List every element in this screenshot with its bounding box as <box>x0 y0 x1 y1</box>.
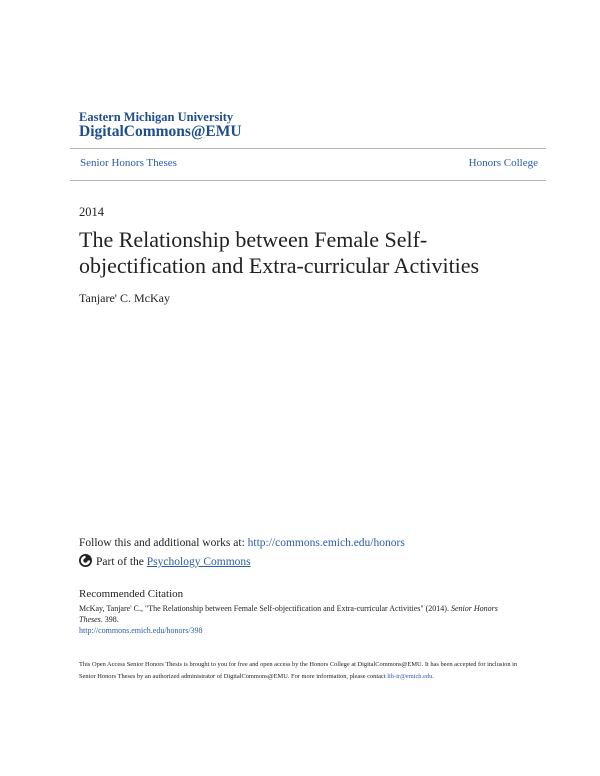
psychology-commons-link[interactable]: Psychology Commons <box>146 556 251 568</box>
part-of-label: Part of the <box>96 556 144 568</box>
university-name: Eastern Michigan University <box>79 110 234 124</box>
notice-text: This Open Access Senior Honors Thesis is brought to you for free and open access by the Honors College at DigitalCommons@EMU. It has been accepted for inclusion in Senior Honors Theses by an authorized administrator of DigitalCommons@EMU. For more information, please contact <box>79 661 518 680</box>
repository-name[interactable]: DigitalCommons@EMU <box>79 123 242 140</box>
follow-label: Follow this and additional works at: <box>79 537 248 549</box>
citation-main: McKay, Tanjare' C., "The Relationship between Female Self-objectification and Extra-curricular Activities" (2014). <box>79 604 451 613</box>
notice-end: . <box>432 672 434 680</box>
college-link[interactable]: Honors College <box>468 157 538 169</box>
follow-line <box>79 537 405 549</box>
network-commons-icon <box>79 554 96 570</box>
part-of-line <box>79 554 251 570</box>
document-title: The Relationship between Female Self-objectification and Extra-curricular Activities <box>79 227 480 278</box>
header-divider-top <box>70 148 546 149</box>
citation-text <box>79 603 519 625</box>
publication-year: 2014 <box>79 205 104 219</box>
citation-series: Senior Honors Theses <box>79 604 498 624</box>
contact-email-link[interactable]: lib-ir@emich.edu <box>387 672 433 680</box>
open-access-notice <box>79 659 519 682</box>
citation-url-link[interactable]: http://commons.emich.edu/honors/398 <box>79 626 203 635</box>
series-link[interactable]: Senior Honors Theses <box>80 157 177 169</box>
follow-url-link[interactable]: http://commons.emich.edu/honors <box>247 537 405 549</box>
header-divider-bottom <box>70 180 546 181</box>
citation-number: . 398. <box>100 615 119 624</box>
recommended-citation-heading: Recommended Citation <box>79 588 184 600</box>
document-author: Tanjare' C. McKay <box>79 291 170 305</box>
